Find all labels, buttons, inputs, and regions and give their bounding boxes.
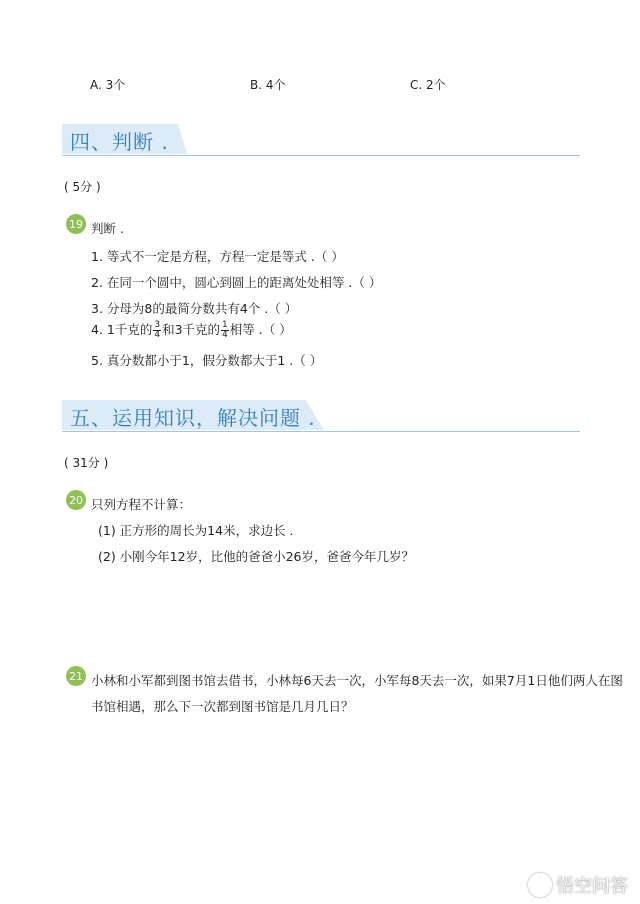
subquestion-2: (2) 小刚今年12岁，比他的爸爸小26岁，爸爸今年几岁？	[98, 549, 414, 564]
fraction	[153, 321, 161, 340]
section-score: ( 31分 )	[64, 456, 109, 470]
section-header-problems	[62, 400, 580, 430]
question-text-line: 书馆相遇，那么下一次都到图书馆是几月几日？	[91, 699, 354, 714]
logo-icon	[528, 873, 552, 897]
judgment-item-3: 3. 分母为8的最简分数共有4个 .（ ）	[91, 301, 298, 316]
question-stem: 只列方程不计算：	[91, 497, 192, 512]
section-header-judgment	[62, 124, 580, 154]
item-middle: 和3千克的	[162, 322, 221, 337]
fraction	[221, 321, 229, 340]
section-rule	[62, 155, 580, 156]
subquestion-1: (1) 正方形的周长为14米，求边长 .	[98, 523, 294, 538]
section-title: 五、运用知识，解决问题 .	[70, 406, 316, 430]
section-title: 四、判断 .	[70, 130, 169, 154]
fraction-denominator: 4	[222, 330, 228, 340]
judgment-item-5: 5. 真分数都小于1，假分数都大于1 .（ ）	[91, 353, 323, 368]
item-suffix: 相等 .（ ）	[229, 322, 292, 337]
question-number-badge: 21	[66, 666, 86, 686]
judgment-item-1: 1. 等式不一定是方程，方程一定是等式 .（ ）	[91, 249, 344, 264]
judgment-item-4	[91, 320, 292, 340]
watermark	[528, 872, 628, 898]
judgment-item-2: 2. 在同一个圆中，圆心到圆上的距离处处相等 .（ ）	[91, 275, 382, 290]
choice-c: C. 2个	[410, 78, 446, 92]
question-stem: 判断 .	[91, 221, 124, 236]
choice-a: A. 3个	[90, 78, 126, 92]
question-number-badge: 19	[66, 214, 86, 234]
watermark-text: 悟空问答	[556, 876, 628, 897]
question-text-line: 小林和小军都到图书馆去借书，小林每6天去一次，小军每8天去一次，如果7月1日他们两人在图	[91, 673, 623, 688]
fraction-denominator: 4	[154, 330, 161, 340]
fraction-numerator: 3	[154, 320, 161, 330]
choice-b: B. 4个	[250, 78, 286, 92]
item-prefix: 4. 1千克的	[91, 322, 153, 337]
section-rule	[62, 431, 580, 432]
section-score: ( 5分 )	[64, 180, 101, 194]
question-number-badge: 20	[66, 490, 86, 510]
fraction-numerator: 1	[222, 320, 228, 330]
